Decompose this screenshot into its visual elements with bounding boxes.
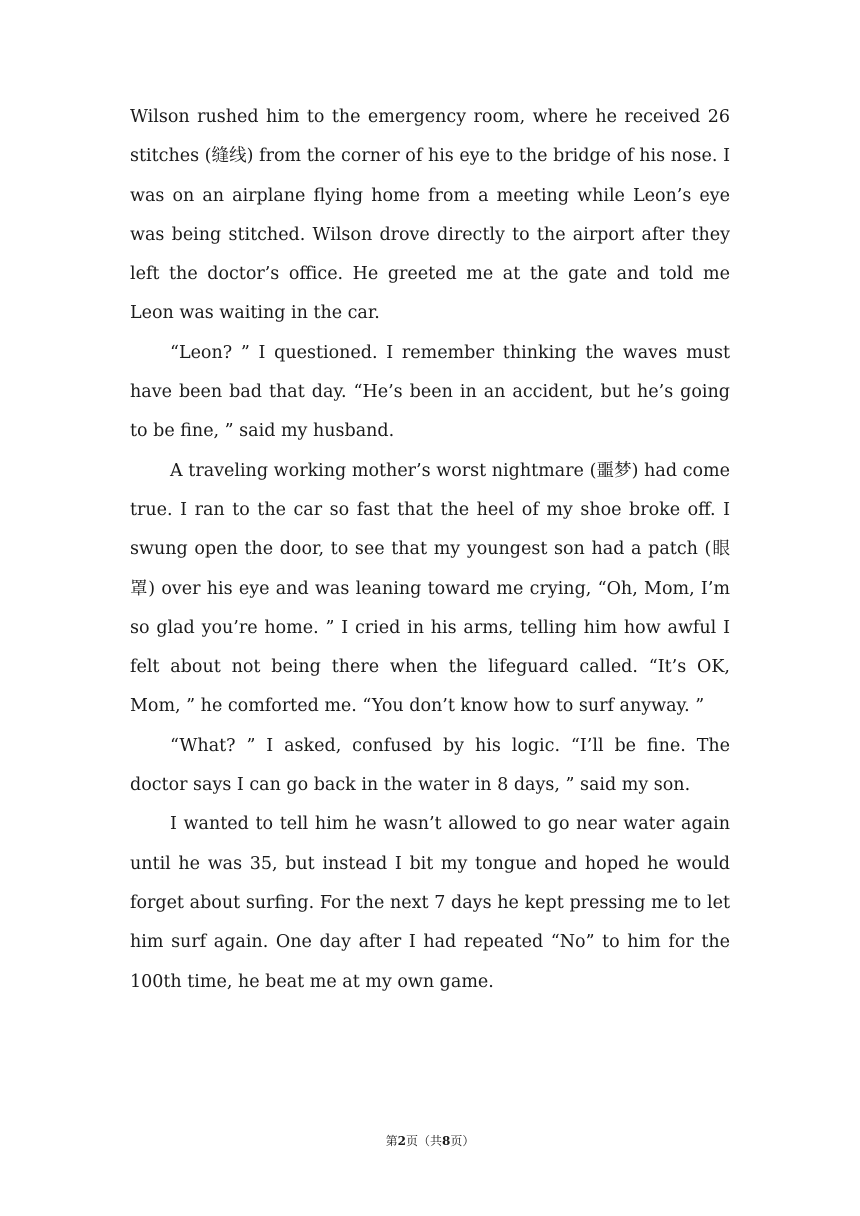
footer-suffix: 页）	[450, 1134, 475, 1148]
paragraph-1: Wilson rushed him to the emergency room, where he received 26 stitches (缝线) from the corner of his eye to the bridge of his nose. I was on an airplane flying home from a meeting while Leon’s eye was being stitched. Wilson drove directly to the airport after they left the doctor’s office. He greeted me at the gate and told me Leon was waiting in the car.	[130, 107, 730, 324]
document-body	[130, 98, 730, 1002]
paragraph-5: I wanted to tell him he wasn’t allowed to go near water again until he was 35, but instead I bit my tongue and hoped he would forget about surfing. For the next 7 days he kept pressing me to let him surf again. One day after I had repeated “No” to him for the 100th time, he beat me at my own game.	[130, 814, 730, 992]
paragraph-4: “What? ” I asked, confused by his logic. “I’ll be fine. The doctor says I can go back in the water in 8 days, ” said my son.	[130, 735, 730, 796]
footer-page-number: 2	[397, 1134, 406, 1148]
paragraph-2: “Leon? ” I questioned. I remember thinking the waves must have been bad that day. “He’s been in an accident, but he’s going to be fine, ” said my husband.	[130, 342, 730, 442]
paragraph-3: A traveling working mother’s worst nightmare (噩梦) had come true. I ran to the car so fast that the heel of my shoe broke off. I swung open the door, to see that my youngest son had a patch (眼罩) over his eye and was leaning toward me crying, “Oh, Mom, I’m so glad you’re home. ” I cried in his arms, telling him how awful I felt about not being there when the lifeguard called. “It’s OK, Mom, ” he comforted me. “You don’t know how to surf anyway. ”	[130, 460, 730, 717]
footer-total-pages: 8	[442, 1134, 451, 1148]
page-footer	[0, 1132, 860, 1149]
footer-prefix: 第	[385, 1134, 398, 1148]
footer-middle: 页（共	[405, 1134, 442, 1148]
